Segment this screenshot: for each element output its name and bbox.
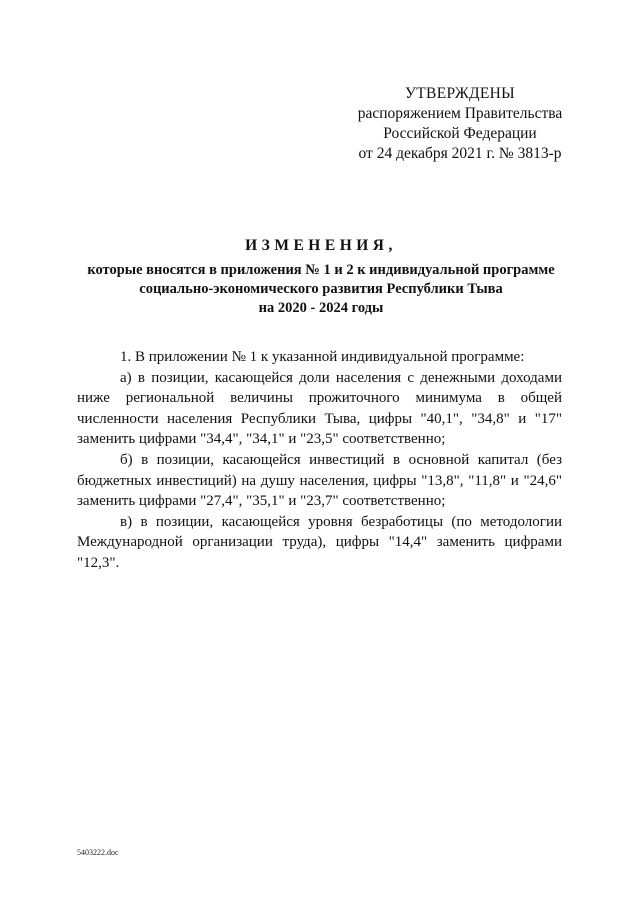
paragraph-item-v: в) в позиции, касающейся уровня безработицы (по методологии Международной организации труда), цифры "14,4" заменить цифрами "12,3". [77,513,562,571]
approval-line-2: Российской Федерации [383,125,537,142]
footer-file-code: 5403222.doc [77,848,119,857]
heading-subtitle-line-2: социально-экономического развития Республики Тыва [139,281,503,297]
heading-subtitle-line-3: на 2020 - 2024 годы [258,300,384,316]
approval-line-1: распоряжением Правительства [357,105,563,122]
paragraph-item-a: а) в позиции, касающейся доли населения с денежными доходами ниже региональной величины прожиточного минимума в общей численности населения Республики Тыва, цифры "40,1", "34,8" и "17" заменить цифрами "34,4", "34,1" и "23,5" соответственно; [77,369,562,448]
document-body [77,347,562,574]
heading-subtitle-line-1: которые вносятся в приложения № 1 и 2 к индивидуальной программе [87,262,555,278]
document-heading [60,235,582,318]
approval-title: УТВЕРЖДЕНЫ [405,85,515,102]
approval-block [300,84,620,164]
heading-title: ИЗМЕНЕНИЯ, [245,237,397,254]
approval-line-3: от 24 декабря 2021 г. № 3813-р [358,145,562,162]
paragraph-1: 1. В приложении № 1 к указанной индивидуальной программе: [120,349,525,365]
paragraph-item-b: б) в позиции, касающейся инвестиций в основной капитал (без бюджетных инвестиций) на душу населения, цифры "13,8", "11,8" и "24,6" заменить цифрами "27,4", "35,1" и "23,7" соответственно; [77,451,562,510]
